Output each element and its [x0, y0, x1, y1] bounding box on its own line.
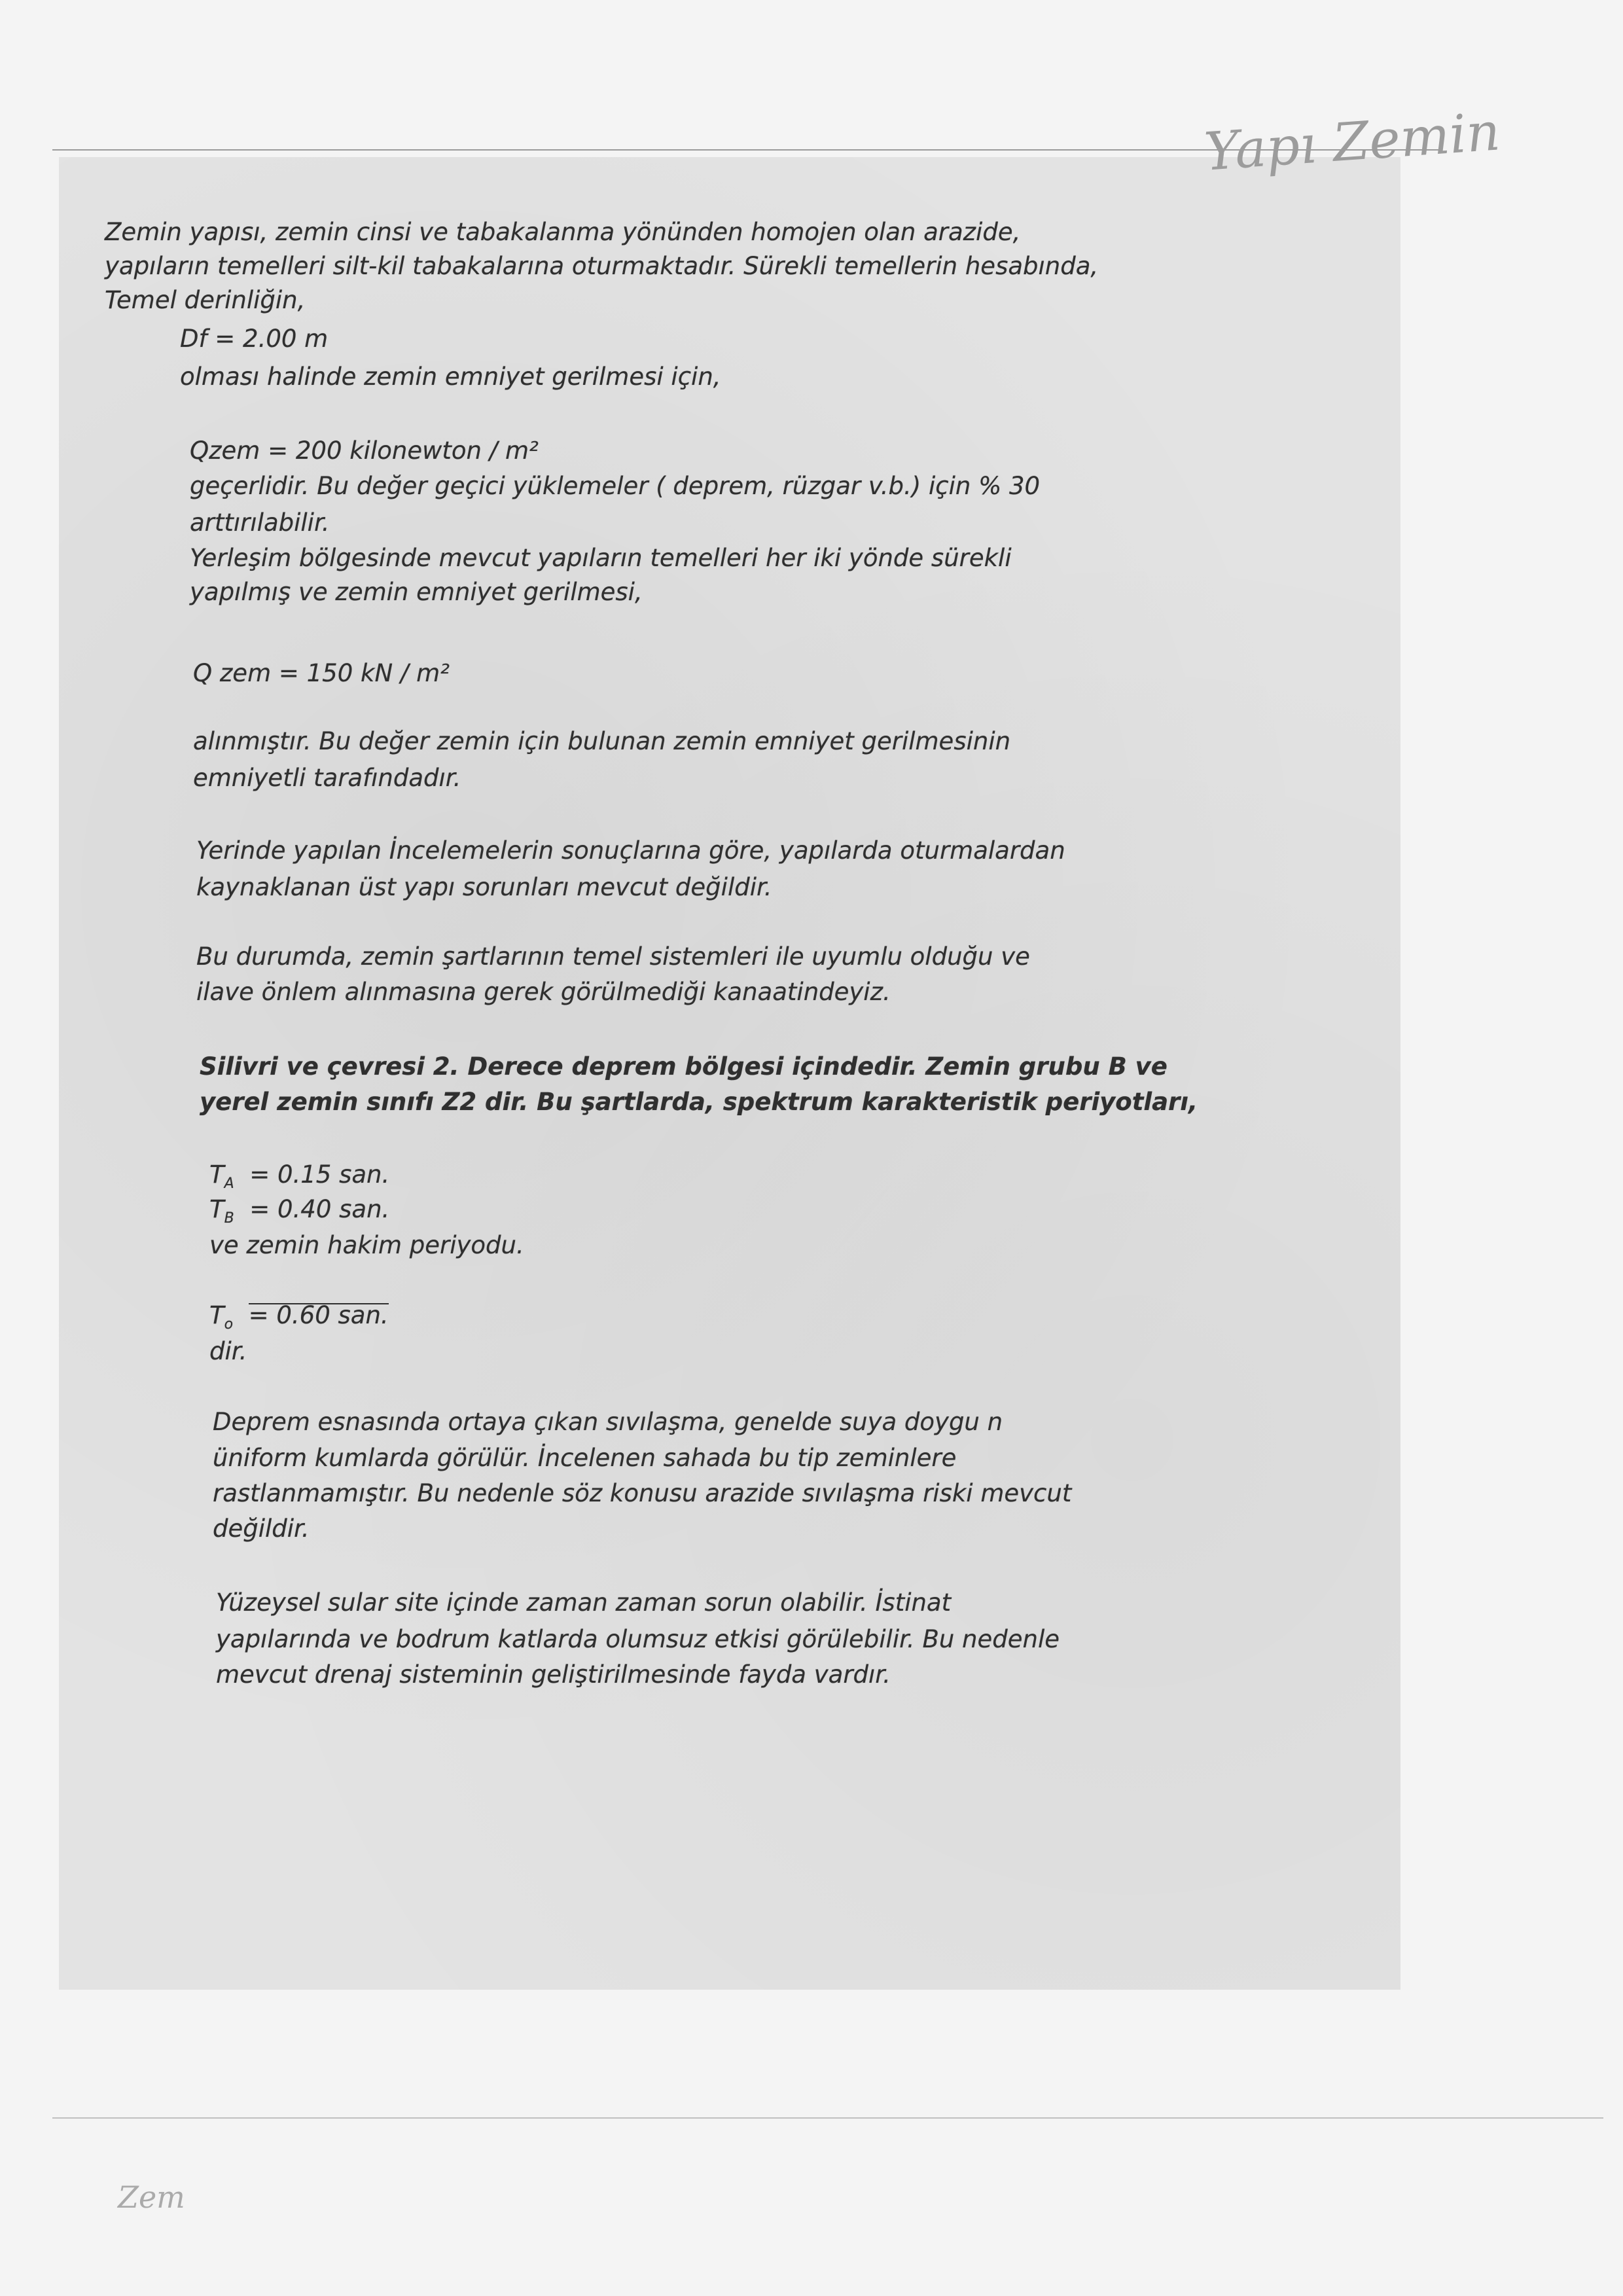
tb-value: = 0.40 san. — [249, 1195, 390, 1223]
ta-symbol: T — [209, 1160, 224, 1189]
ta-subscript: A — [224, 1175, 234, 1192]
text-line: üniform kumlarda görülür. İncelenen sahada bu tip zeminlere — [213, 1444, 957, 1472]
text-line: olması halinde zemin emniyet gerilmesi için, — [180, 363, 721, 391]
text-line: mevcut drenaj sisteminin geliştirilmesinde fayda vardır. — [216, 1660, 891, 1689]
text-line: ve zemin hakim periyodu. — [209, 1231, 524, 1259]
text-line: yapıların temelleri silt-kil tabakalarına oturmaktadır. Sürekli temellerin hesabında, — [105, 252, 1099, 280]
t0-subscript: o — [224, 1316, 234, 1333]
text-line: yapılarında ve bodrum katlarda olumsuz etkisi görülebilir. Bu nedenle — [216, 1625, 1060, 1653]
text-line: Yüzeysel sular site içinde zaman zaman sorun olabilir. İstinat — [216, 1588, 952, 1617]
handwritten-corner-note: Yapı Zemin — [1202, 101, 1503, 183]
t0-symbol: T — [209, 1301, 224, 1329]
text-line: Yerinde yapılan İncelemelerin sonuçlarına göre, yapılarda oturmalardan — [196, 836, 1065, 865]
qzem-formula-1: Qzem = 200 kilonewton / m² — [190, 437, 539, 465]
text-line: dir. — [209, 1337, 247, 1365]
text-line: emniyetli tarafındadır. — [193, 764, 461, 792]
bottom-edge-line — [52, 2117, 1603, 2119]
text-line: değildir. — [213, 1515, 310, 1543]
text-line: Zemin yapısı, zemin cinsi ve tabakalanma yönünden homojen olan arazide, — [105, 218, 1021, 246]
text-line: arttırılabilir. — [190, 509, 330, 537]
text-line: alınmıştır. Bu değer zemin için bulunan zemin emniyet gerilmesinin — [193, 727, 1011, 755]
text-line: Deprem esnasında ortaya çıkan sıvılaşma, genelde suya doygu n — [213, 1408, 1003, 1436]
text-line: geçerlidir. Bu değer geçici yüklemeler ( deprem, rüzgar v.b.) için % 30 — [190, 472, 1041, 500]
text-line: yerel zemin sınıfı Z2 dir. Bu şartlarda, spektrum karakteristik periyotları, — [200, 1088, 1198, 1116]
text-line: yapılmış ve zemin emniyet gerilmesi, — [190, 578, 643, 606]
handwritten-bottom-note: Zem — [118, 2179, 185, 2215]
text-line: Temel derinliğin, — [105, 286, 306, 314]
text-line: Bu durumda, zemin şartlarının temel sistemleri ile uyumlu olduğu ve — [196, 942, 1030, 971]
text-line: ilave önlem alınmasına gerek görülmediği kanaatindeyiz. — [196, 978, 891, 1006]
text-line: kaynaklanan üst yapı sorunları mevcut değildir. — [196, 873, 772, 901]
tb-subscript: B — [224, 1210, 234, 1227]
qzem-formula-2: Q zem = 150 kN / m² — [193, 659, 450, 687]
text-line: rastlanmamıştır. Bu nedenle söz konusu arazide sıvılaşma riski mevcut — [213, 1479, 1072, 1507]
text-line: Yerleşim bölgesinde mevcut yapıların temelleri her iki yönde sürekli — [190, 544, 1012, 572]
df-formula: Df = 2.00 m — [180, 325, 329, 353]
ta-value: = 0.15 san. — [249, 1160, 390, 1189]
tb-symbol: T — [209, 1195, 224, 1223]
t0-value: = 0.60 san. — [249, 1299, 389, 1332]
text-line: Silivri ve çevresi 2. Derece deprem bölgesi içindedir. Zemin grubu B ve — [200, 1052, 1168, 1081]
